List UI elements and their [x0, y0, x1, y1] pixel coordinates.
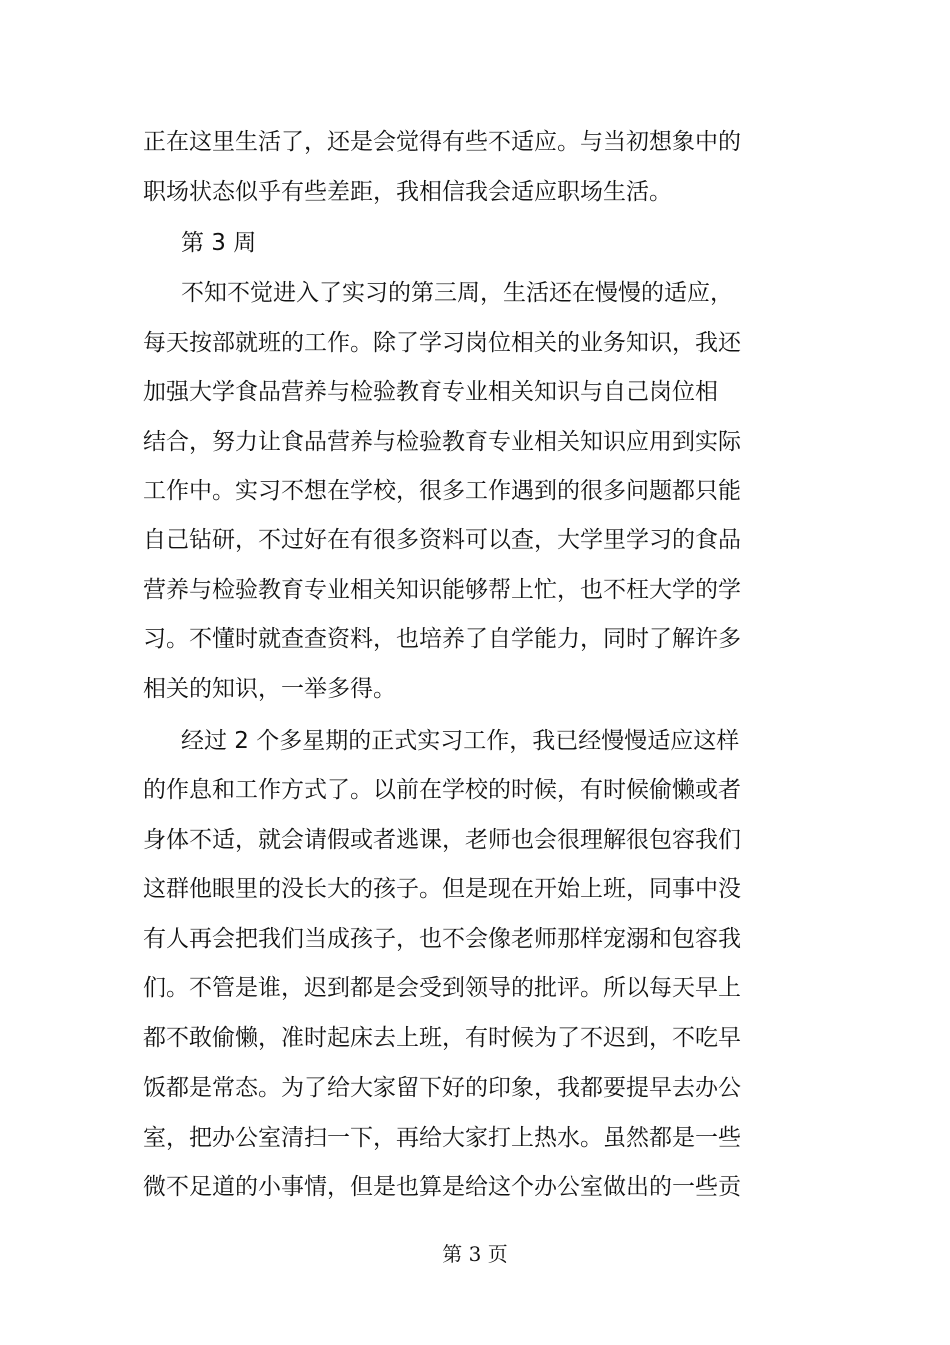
text-line: 结合，努力让食品营养与检验教育专业相关知识应用到实际	[143, 429, 741, 455]
text-line: 加强大学食品营养与检验教育专业相关知识与自己岗位相	[143, 379, 718, 405]
text-line: 职场状态似乎有些差距，我相信我会适应职场生活。	[143, 179, 672, 205]
text-line: 们。不管是谁，迟到都是会受到领导的批评。所以每天早上	[143, 975, 741, 1001]
text-line: 饭都是常态。为了给大家留下好的印象，我都要提早去办公	[143, 1075, 741, 1101]
text-line: 的作息和工作方式了。以前在学校的时候，有时候偷懒或者	[143, 777, 741, 803]
section-heading: 第 3 周	[181, 230, 257, 256]
text-line: 经过 2 个多星期的正式实习工作，我已经慢慢适应这样	[181, 728, 740, 754]
text-line: 微不足道的小事情，但是也算是给这个办公室做出的一些贡	[143, 1174, 741, 1200]
text-line: 身体不适，就会请假或者逃课，老师也会很理解很包容我们	[143, 827, 741, 853]
text-line: 有人再会把我们当成孩子，也不会像老师那样宠溺和包容我	[143, 926, 741, 952]
page-number: 第 3 页	[442, 1242, 508, 1266]
text-line: 都不敢偷懒，准时起床去上班，有时候为了不迟到，不吃早	[143, 1025, 741, 1051]
text-line: 不知不觉进入了实习的第三周，生活还在慢慢的适应，	[181, 280, 733, 306]
text-line: 营养与检验教育专业相关知识能够帮上忙，也不枉大学的学	[143, 577, 741, 603]
text-line: 室，把办公室清扫一下，再给大家打上热水。虽然都是一些	[143, 1125, 741, 1151]
text-line: 自己钻研，不过好在有很多资料可以查，大学里学习的食品	[143, 527, 741, 553]
text-line: 每天按部就班的工作。除了学习岗位相关的业务知识，我还	[143, 330, 741, 356]
text-line: 习。不懂时就查查资料，也培养了自学能力，同时了解许多	[143, 626, 741, 652]
text-line: 正在这里生活了，还是会觉得有些不适应。与当初想象中的	[143, 129, 741, 155]
text-line: 这群他眼里的没长大的孩子。但是现在开始上班，同事中没	[143, 876, 741, 902]
text-line: 相关的知识，一举多得。	[143, 676, 396, 702]
text-line: 工作中。实习不想在学校，很多工作遇到的很多问题都只能	[143, 478, 741, 504]
